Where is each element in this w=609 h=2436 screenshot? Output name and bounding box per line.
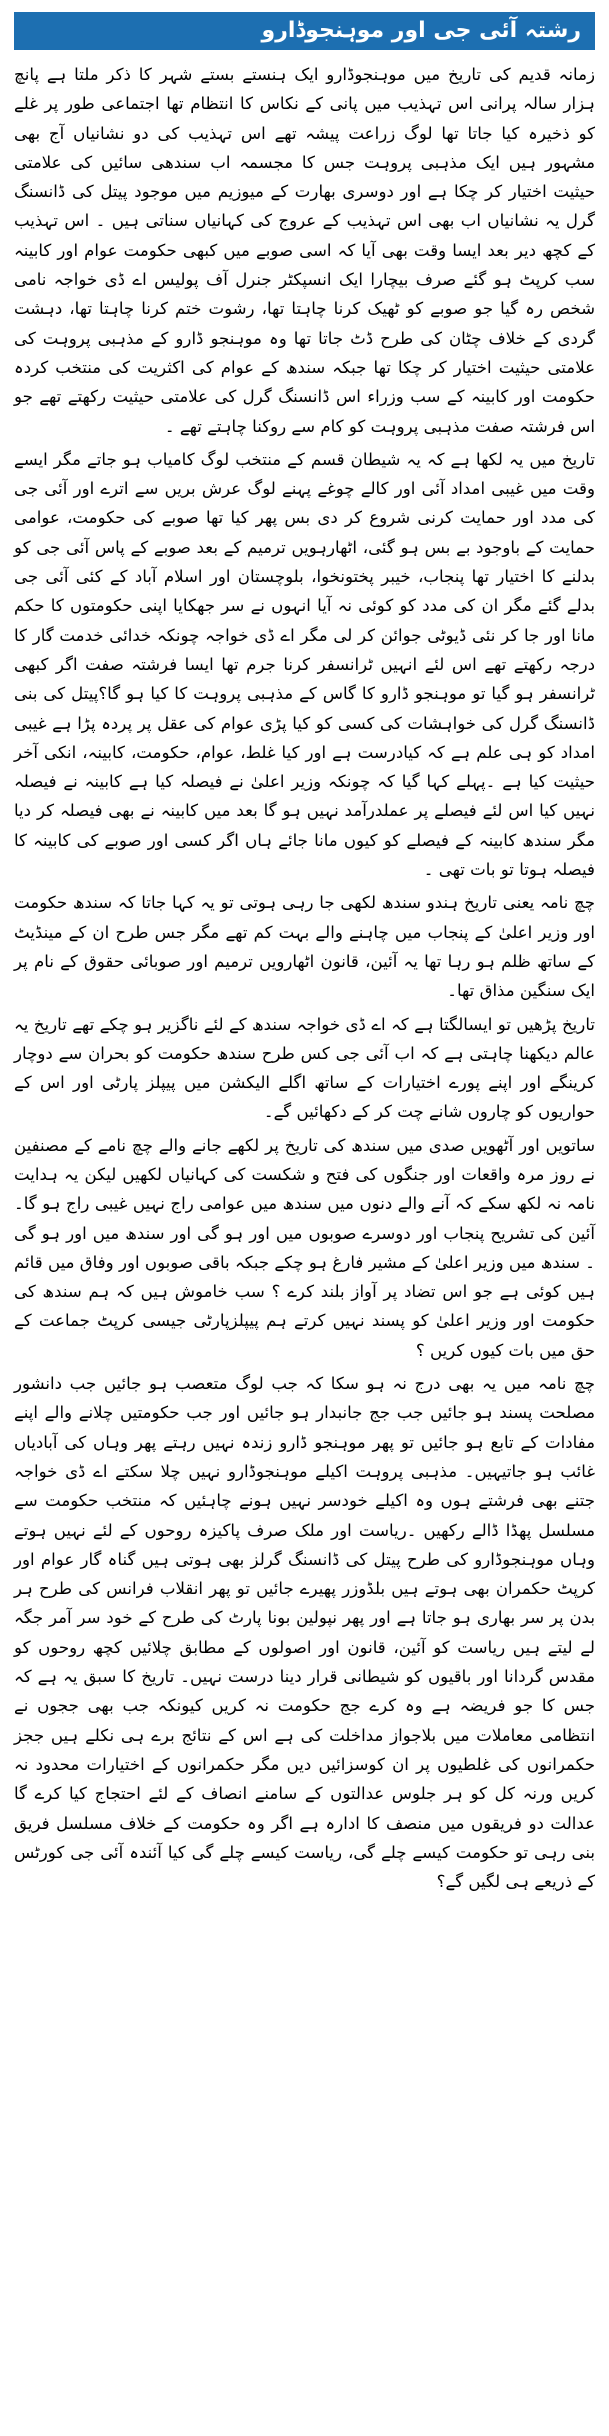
article-paragraph: چچ نامہ میں یہ بھی درج نہ ہو سکا کہ جب لوگ متعصب ہو جائیں جب دانشور مصلحت پسند ہو جائیں جب جج جانبدار ہو جائیں اور جب حکومتیں چلانے والے اپنے مفادات کے تابع ہو جائیں تو پھر موہنجو ڈارو زندہ نہیں رہتے پھر وہاں کی آبادیاں غائب ہو جاتیہیں۔ مذہبی پروہت اکیلے موہنجوڈارو نہیں چلا سکتے اے ڈی خواجہ جتنے بھی فرشتے ہوں وہ اکیلے خودسر نہیں ہونے چاہئیں کہ منتخب حکومت سے مسلسل پھڈا ڈالے رکھیں ۔ریاست اور ملک صرف پاکیزہ روحوں کے لئے نہیں ہوتے وہاں موہنجوڈارو کی طرح پیتل کی ڈانسنگ گرلز بھی ہوتی ہیں گناہ گار عوام اور کرپٹ حکمران بھی ہوتے ہیں بلڈوزر پھیرے جائیں تو پھر انقلاب فرانس کی طرح ہر بدن پر سر بھاری ہو جاتا ہے اور پھر نپولین بونا پارٹ کی طرح کے خود سر آمر جگہ لے لیتے ہیں ریاست کو آئین، قانون اور اصولوں کے مطابق چلائیں کچھ روحوں کو مقدس گردانا اور باقیوں کو شیطانی قرار دینا درست نہیں۔ تاریخ کا سبق یہ ہے کہ جس کا جو فریضہ ہے وہ کرے جج حکومت نہ کریں کیونکہ جب بھی ججوں نے انتظامی معاملات میں بلاجواز مداخلت کی ہے اس کے نتائج برے ہی نکلے ہیں ججز حکمرانوں کی غلطیوں پر ان کوسزائیں دیں مگر حکمرانوں کے اختیارات محدود نہ کریں ورنہ کل کو ہر جلوس عدالتوں کے سامنے انصاف کے لئے احتجاج کیا کرے گا عدالت دو فریقوں میں منصف کا ادارہ ہے اگر وہ حکومت کے خلاف مسلسل فریق بنی رہی تو حکومت کیسے چلے گی، ریاست کیسے چلے گی کیا آئندہ آئی جی کورٹس کے ذریعے ہی لگیں گے؟ <box>14 1374 595 1892</box>
article-title: رشتہ آئی جی اور موہنجوڈارو <box>14 12 595 50</box>
article-paragraph: چچ نامہ یعنی تاریخ ہندو سندھ لکھی جا رہی ہوتی تو یہ کہا جاتا کہ سندھ حکومت اور وزیر اعلیٰ کے پنجاب میں چاہنے والے بہت کم تھے مگر جس طرح ان کے مینڈیٹ کے ساتھ ظلم ہو رہا تھا یہ آئین، قانون اٹھارویں ترمیم اور صوبائی حقوق کے نام پر ایک سنگین مذاق تھا۔ <box>14 893 595 1001</box>
article-paragraph: زمانہ قدیم کی تاریخ میں موہنجوڈارو ایک ہنستے بستے شہر کا ذکر ملتا ہے پانچ ہزار سالہ پرانی اس تہذیب میں پانی کے نکاس کا انتظام تھا اجتماعی طور پر غلے کو ذخیرہ کیا جاتا تھا لوگ زراعت پیشہ تھے اس تہذیب کی دو نشانیاں آج بھی مشہور ہیں ایک مذہبی پروہت جس کا مجسمہ اب سندھی سائیں کی علامتی حیثیت اختیار کر چکا ہے اور دوسری بھارت کے میوزیم میں موجود پیتل کی ڈانسنگ گرل یہ نشانیاں اب بھی اس تہذیب کے عروج کی کہانیاں سناتی ہیں ۔ اس تہذیب کے کچھ دیر بعد ایسا وقت بھی آیا کہ اسی صوبے میں کبھی حکومت عوام اور کابینہ سب کرپٹ ہو گئے صرف بیچارا ایک انسپکٹر جنرل آف پولیس اے ڈی خواجہ نامی شخص رہ گیا جو صوبے کو ٹھیک کرنا چاہتا تھا، رشوت ختم کرنا چاہتا تھا، دہشت گردی کے خلاف چٹان کی طرح ڈٹ جاتا تھا وہ موہنجو ڈارو کے مذہبی پروہت کی علامتی حیثیت اختیار کر چکا تھا جبکہ سندھ کے عوام کی اکثریت کی منتخب کردہ حکومت اور کابینہ کے سب وزراء اس ڈانسنگ گرل کی علامتی حیثیت رکھتے تھے جو اس فرشتہ صفت مذہبی پروہت کو کام سے روکنا چاہتے تھے ۔ <box>14 65 595 436</box>
article-paragraph: تاریخ میں یہ لکھا ہے کہ یہ شیطان قسم کے منتخب لوگ کامیاب ہو جاتے مگر ایسے وقت میں غیبی امداد آئی اور کالے چوغے پہنے لوگ عرش بریں سے اترے اور آئی جی کی مدد اور حمایت کرنی شروع کر دی بس پھر کیا تھا صوبے کی حکومت، عوامی حمایت کے باوجود بے بس ہو گئی، اٹھارہویں ترمیم کے بعد صوبے کے پاس آئی جی کو بدلنے کا اختیار تھا پنجاب، خیبر پختونخوا، بلوچستان اور اسلام آباد کے کئی آئی جی بدلے گئے مگر ان کی مدد کو کوئی نہ آیا انہوں نے سر جھکایا اپنی حکومتوں کا حکم مانا اور جا کر نئی ڈیوٹی جوائن کر لی مگر اے ڈی خواجہ چونکہ خدائی خدمت گار کا درجہ رکھتے تھے اس لئے انہیں ٹرانسفر کرنا جرم تھا ایسا فرشتہ صفت اگر کبھی ٹرانسفر ہو گیا تو موہنجو ڈارو کا گاس کے مذہبی پروہت کا کیا ہو گا؟پیتل کی بنی ڈانسنگ گرل کی خواہشات کی کسی کو کیا پڑی عوام کی عقل پر پردہ پڑا ہے غیبی امداد کو ہی علم ہے کہ کیادرست ہے اور کیا غلط، عوام، حکومت، کابینہ، انکی آخر حیثیت کیا ہے ۔پہلے کہا گیا کہ چونکہ وزیر اعلیٰ نے فیصلہ کیا ہے کابینہ نے فیصلہ نہیں کیا اس لئے فیصلے پر عملدرآمد نہیں ہو گا بعد میں کابینہ نے بھی فیصلہ کر دیا مگر سندھ کابینہ کے فیصلے کو کیوں مانا جائے ہاں اگر کسی اور صوبے کی کابینہ کا فیصلہ ہوتا تو بات تھی ۔ <box>14 449 595 880</box>
article-paragraph: تاریخ پڑھیں تو ایسالگتا ہے کہ اے ڈی خواجہ سندھ کے لئے ناگزیر ہو چکے تھے تاریخ یہ عالم دیکھنا چاہتی ہے کہ اب آئی جی کس طرح سندھ حکومت کو بحران سے دوچار کرینگے اور اپنے پورے اختیارات کے ساتھ اگلے الیکشن میں پیپلز پارٹی اور اس کے حواریوں کو چاروں شانے چت کر کے دکھائیں گے۔ <box>14 1014 595 1122</box>
article-paragraph: ساتویں اور آٹھویں صدی میں سندھ کی تاریخ پر لکھے جانے والے چچ نامے کے مصنفین نے روز مرہ واقعات اور جنگوں کی فتح و شکست کی کہانیاں لکھیں لیکن یہ ہدایت نامہ نہ لکھ سکے کہ آنے والے دنوں میں سندھ میں عوامی راج نہیں غیبی راج ہو گا۔ آئین کی تشریح پنجاب اور دوسرے صوبوں میں اور ہو گی اور سندھ میں اور ہو گی ۔ سندھ میں وزیر اعلیٰ کے مشیر فارغ ہو چکے جبکہ باقی صوبوں اور وفاق میں قائم ہیں کوئی ہے جو اس تضاد پر آواز بلند کرے ؟ سب خاموش ہیں کہ ہم سندھ کی حکومت اور وزیر اعلیٰ کو پسند نہیں کرتے ہم پیپلزپارٹی جیسی کرپٹ جماعت کے حق میں بات کیوں کریں ؟ <box>14 1135 595 1360</box>
article-body <box>14 60 595 1896</box>
